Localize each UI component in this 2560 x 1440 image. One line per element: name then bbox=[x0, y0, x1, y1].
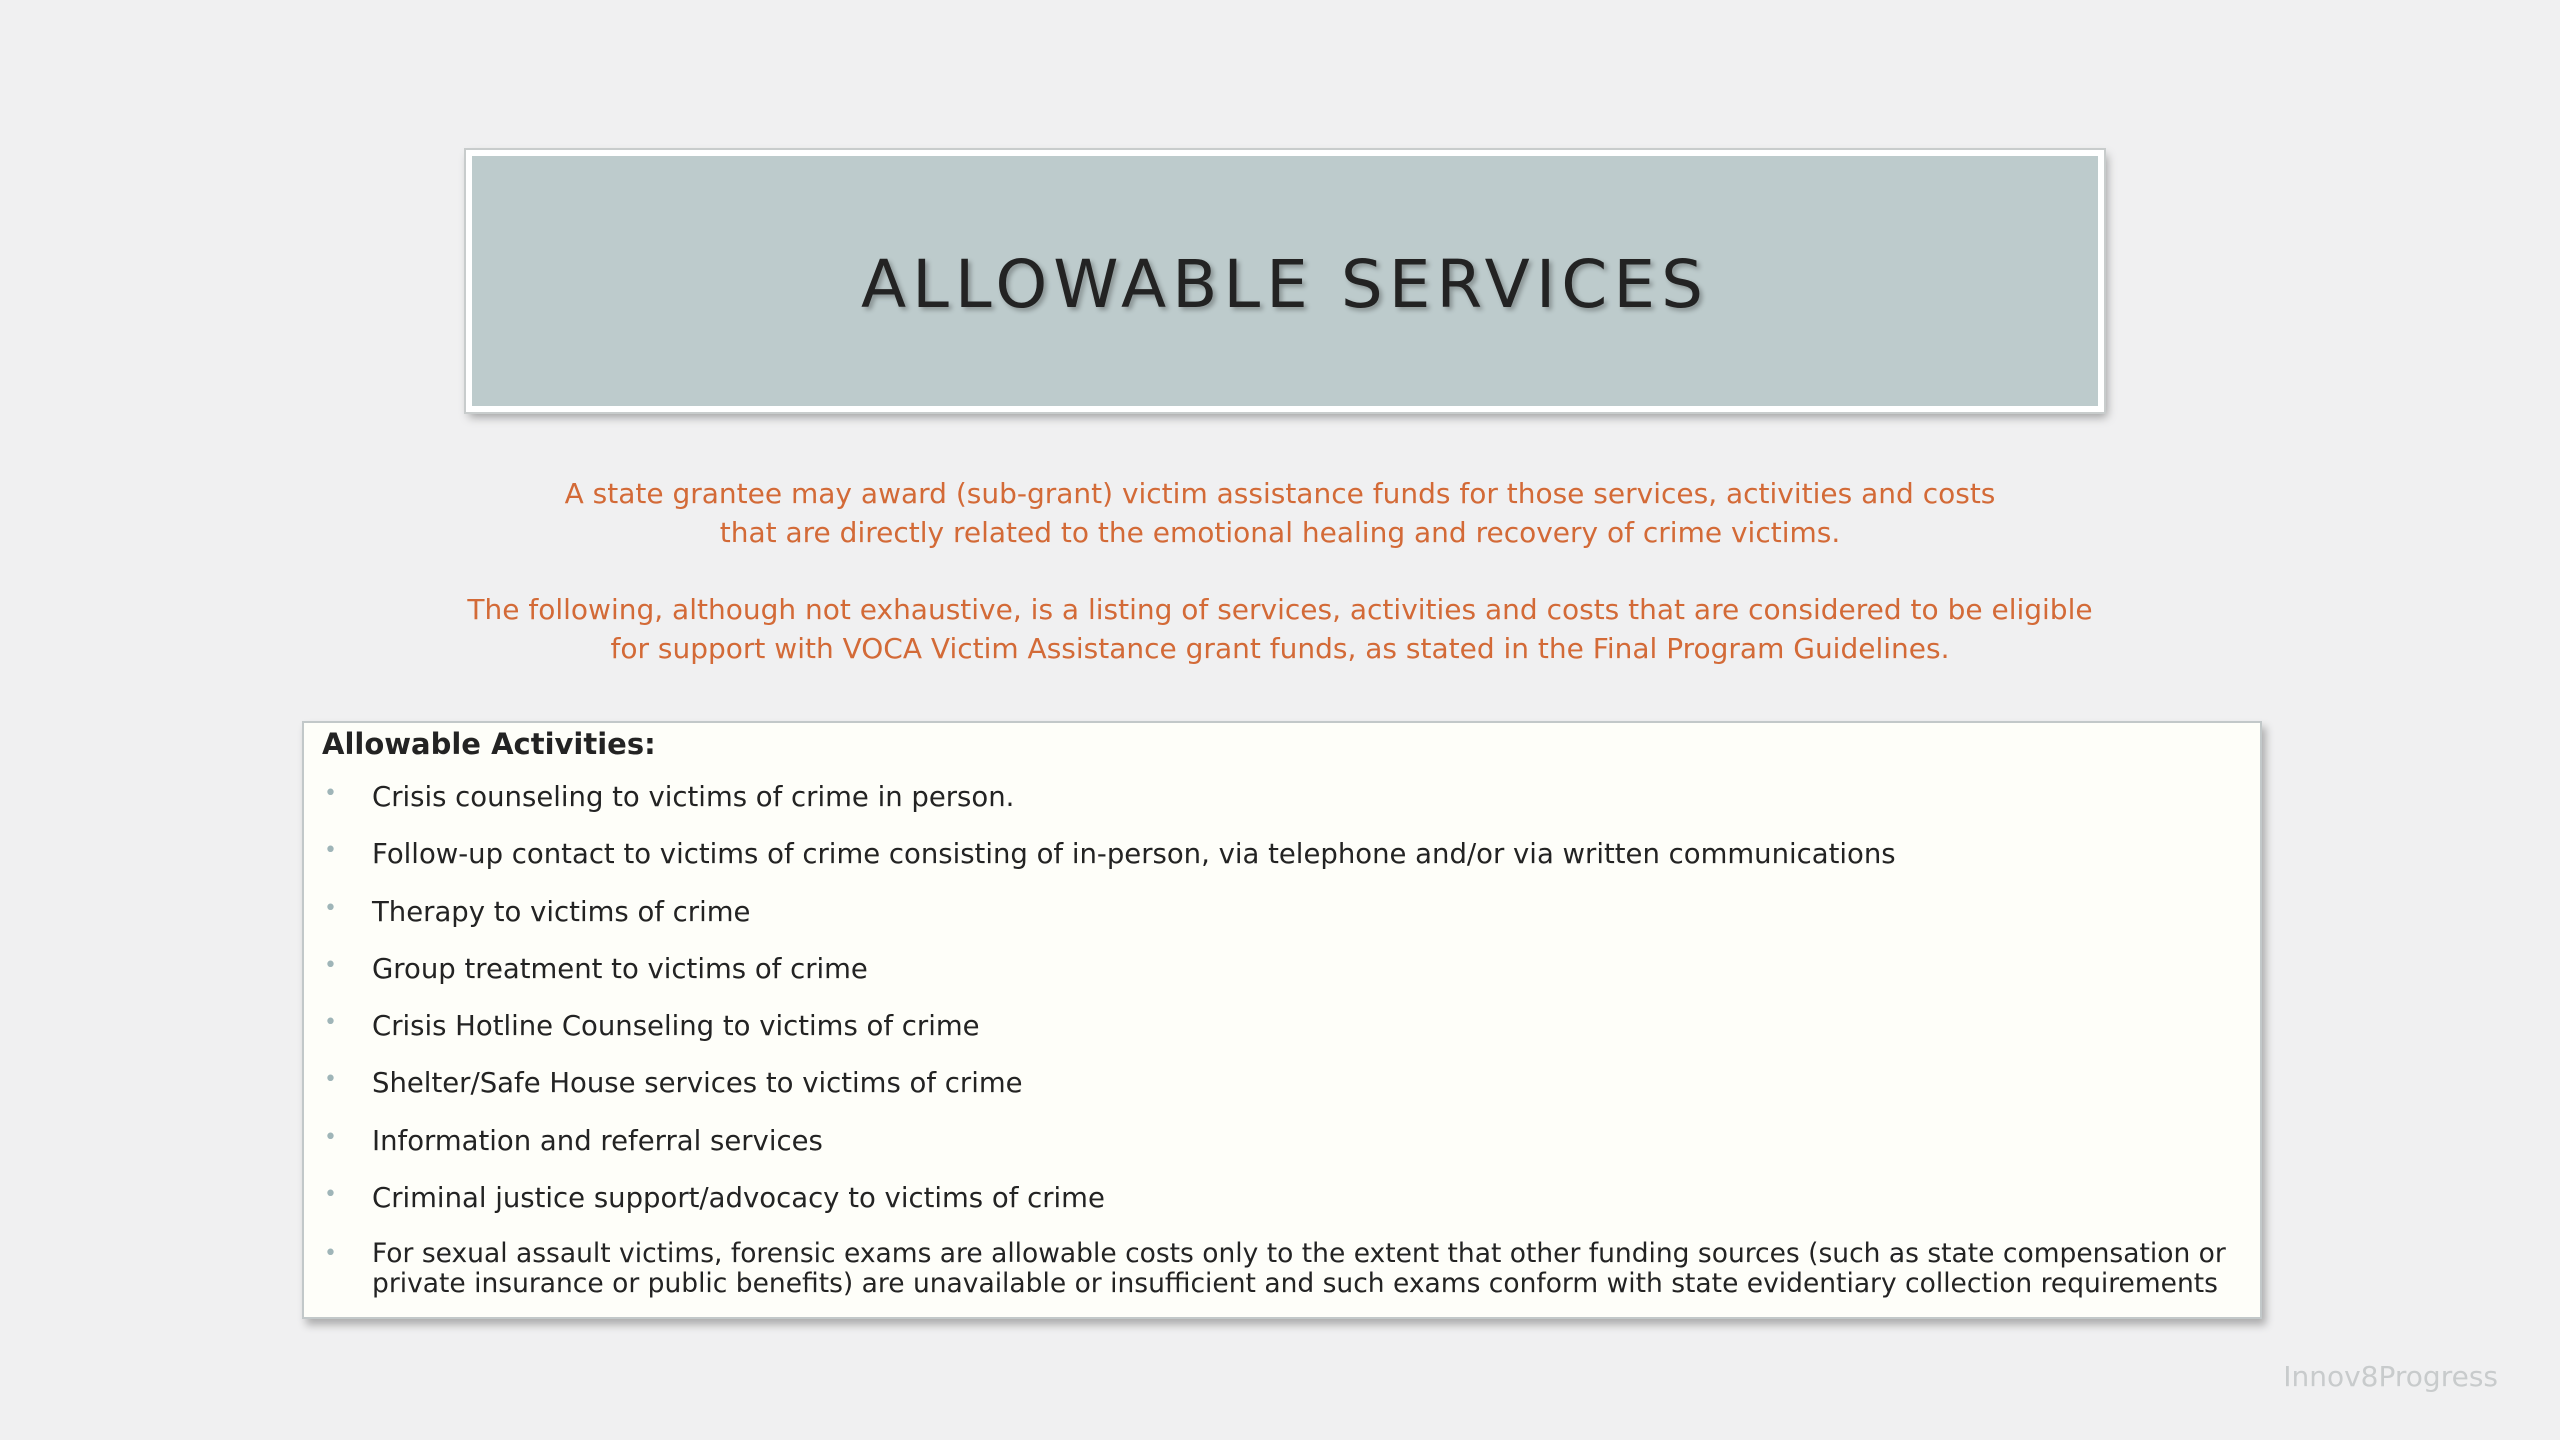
bullet-icon: • bbox=[324, 952, 337, 978]
activity-text: Crisis counseling to victims of crime in person. bbox=[372, 781, 1015, 813]
list-item bbox=[304, 1182, 2232, 1239]
intro-paragraph-1 bbox=[360, 474, 2200, 552]
footer-brand-watermark: Innov8Progress bbox=[2283, 1360, 2498, 1393]
intro-line: for support with VOCA Victim Assistance grant funds, as stated in the Final Program Guidelines. bbox=[610, 632, 1950, 665]
activity-text: Crisis Hotline Counseling to victims of crime bbox=[372, 1010, 980, 1043]
activities-heading: Allowable Activities: bbox=[322, 727, 656, 761]
activities-list bbox=[304, 781, 2232, 1299]
intro-line: The following, although not exhaustive, is a listing of services, activities and costs that are considered to be eligible bbox=[467, 593, 2093, 626]
list-item bbox=[304, 1067, 2232, 1124]
intro-line: that are directly related to the emotional healing and recovery of crime victims. bbox=[719, 516, 1841, 549]
activity-text: For sexual assault victims, forensic exams are allowable costs only to the extent that other funding sources (such as state compensation or private insurance or public benefits) are unavailable or insufficient and such exams conform with state evidentiary collection requirements bbox=[372, 1238, 2226, 1300]
intro-line: A state grantee may award (sub-grant) victim assistance funds for those services, activities and costs bbox=[564, 477, 1996, 510]
slide-title-box bbox=[466, 150, 2104, 412]
list-item bbox=[304, 781, 2232, 838]
allowable-activities-box bbox=[302, 721, 2262, 1319]
list-item bbox=[304, 953, 2232, 1010]
activity-text: Therapy to victims of crime bbox=[372, 895, 751, 928]
activity-text: Criminal justice support/advocacy to victims of crime bbox=[372, 1182, 1105, 1215]
list-item bbox=[304, 1125, 2232, 1182]
list-item bbox=[304, 1239, 2232, 1299]
activity-text: Follow-up contact to victims of crime consisting of in-person, via telephone and/or via written communications bbox=[372, 838, 1896, 871]
activity-text: Shelter/Safe House services to victims of crime bbox=[372, 1067, 1023, 1100]
bullet-icon: • bbox=[324, 781, 337, 806]
bullet-icon: • bbox=[324, 1241, 337, 1267]
bullet-icon: • bbox=[324, 1010, 337, 1036]
activity-text: Group treatment to victims of crime bbox=[372, 952, 868, 985]
list-item bbox=[304, 838, 2232, 895]
bullet-icon: • bbox=[324, 1182, 337, 1208]
intro-paragraph-2 bbox=[360, 590, 2200, 668]
bullet-icon: • bbox=[324, 895, 337, 921]
activity-text: Information and referral services bbox=[372, 1124, 823, 1157]
bullet-icon: • bbox=[324, 1124, 337, 1150]
bullet-icon: • bbox=[324, 838, 337, 864]
list-item bbox=[304, 1010, 2232, 1067]
bullet-icon: • bbox=[324, 1067, 337, 1093]
slide-title: ALLOWABLE SERVICES bbox=[861, 245, 1709, 323]
list-item bbox=[304, 896, 2232, 953]
